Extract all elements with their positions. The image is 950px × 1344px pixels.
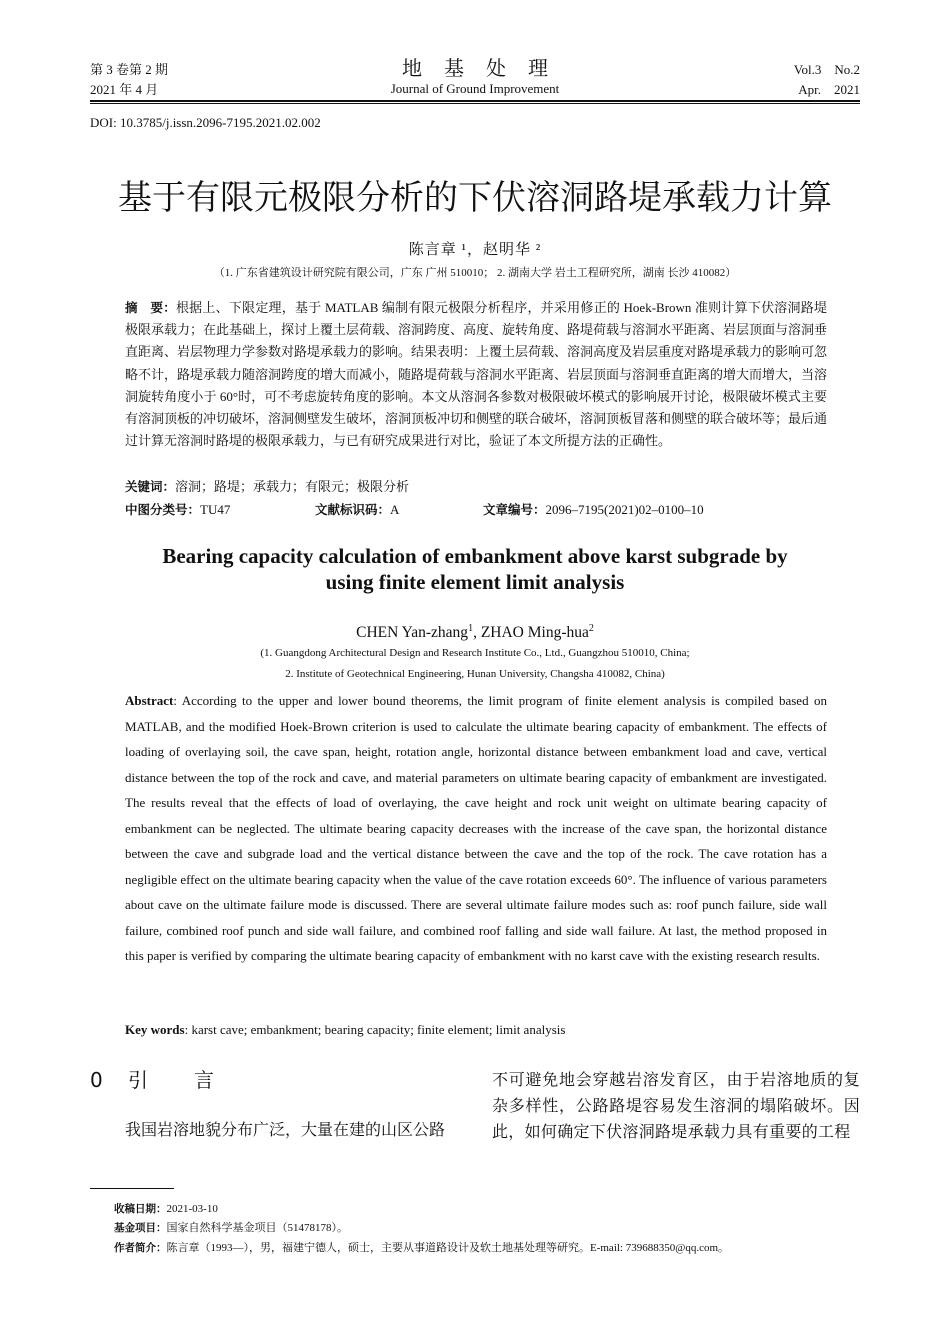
doc-label: 文献标识码： bbox=[315, 502, 391, 517]
authors-cn: 陈言章 ¹，赵明华 ² bbox=[408, 242, 542, 258]
keywords-cn-text: 溶洞；路堤；承载力；有限元；极限分析 bbox=[175, 479, 410, 494]
clc-code bbox=[125, 500, 230, 520]
affiliations-cn: （1. 广东省建筑设计研究院有限公司，广东 广州 510010； 2. 湖南大学 岩土工程研究所，湖南 长沙 410082） bbox=[213, 267, 737, 279]
keywords-cn-label: 关键词： bbox=[125, 479, 176, 494]
body-left-column: 我国岩溶地貌分布广泛，大量在建的山区公路 bbox=[125, 1122, 446, 1139]
author-2-sup: 2 bbox=[588, 623, 594, 634]
journal-title-en: Journal of Ground Improvement bbox=[390, 81, 560, 96]
keywords-en bbox=[125, 1020, 565, 1040]
affiliation-en-2: 2. Institute of Geotechnical Engineering, Hunan University, Changsha 410082, China) bbox=[285, 668, 665, 680]
received-label: 收稿日期： bbox=[114, 1203, 167, 1215]
abstract-cn-text: 根据上、下限定理，基于 MATLAB 编制有限元极限分析程序，并采用修正的 Hoek-Brown 准则计算下伏溶洞路堤极限承载力；在此基础上，探讨上覆土层荷载、溶洞跨度、高度、旋转角度、路堤荷载与溶洞水平距离、岩层顶面与溶洞垂直距离、岩层物理力学参数对路堤承载力的影响。结果表明：上覆土层荷载、溶洞高度及岩层重度对路堤承载力的影响可忽略不计，路堤承载力随溶洞跨度的增大而减小，随路堤荷载与溶洞水平距离、岩层顶面与溶洞垂直距离的增大而增大，当溶洞旋转角度小于 60°时，可不考虑旋转角度的影响。本文从溶洞各参数对极限破坏模式的影响展开讨论，极限破坏模式主要有溶洞顶板的冲切破坏，溶洞侧壁发生破坏，溶洞顶板冲切和侧壁的联合破坏，溶洞顶板冒落和侧壁的联合破坏等；最后通过计算无溶洞时路堤的极限承载力，与已有研究成果进行对比，验证了本文所提方法的正确性。 bbox=[125, 300, 828, 449]
abstract-en bbox=[125, 688, 827, 969]
abstract-cn bbox=[125, 297, 827, 452]
clc-value: TU47 bbox=[200, 502, 231, 517]
date-en: Apr. 2021 bbox=[798, 82, 860, 97]
keywords-en-label: Key words bbox=[125, 1022, 185, 1037]
footnote-rule bbox=[90, 1188, 174, 1189]
title-en-line2: using finite element limit analysis bbox=[325, 570, 625, 594]
author-2: ZHAO Ming-hua bbox=[480, 624, 589, 642]
footnote-fund bbox=[114, 1220, 348, 1236]
footnote-received bbox=[114, 1201, 218, 1217]
title-en-line1: Bearing capacity calculation of embankment above karst subgrade by bbox=[162, 544, 788, 568]
abstract-en-label: Abstract bbox=[125, 693, 174, 708]
article-number bbox=[483, 500, 704, 520]
section-title-2: 言 bbox=[194, 1068, 214, 1092]
section-number: 0 bbox=[90, 1068, 103, 1092]
keywords-cn bbox=[125, 477, 409, 497]
title-cn: 基于有限元极限分析的下伏溶洞路堤承载力计算 bbox=[118, 178, 832, 218]
article-value: 2096–7195(2021)02–0100–10 bbox=[545, 502, 704, 517]
clc-label: 中图分类号： bbox=[125, 502, 201, 517]
received-date: 2021-03-10 bbox=[166, 1203, 218, 1215]
author-1-sup: 1 bbox=[468, 623, 474, 634]
journal-title-cn: 地基处理 bbox=[402, 58, 570, 80]
doc-code bbox=[315, 500, 399, 520]
authors-en bbox=[0, 619, 950, 643]
affiliation-en-1: (1. Guangdong Architectural Design and Research Institute Co., Ltd., Guangzhou 510010, China; bbox=[260, 647, 690, 659]
volume-en: Vol.3 No.2 bbox=[793, 62, 860, 77]
keywords-en-text: : karst cave; embankment; bearing capacity; finite element; limit analysis bbox=[184, 1022, 566, 1037]
doi: DOI: 10.3785/j.issn.2096-7195.2021.02.002 bbox=[90, 115, 321, 130]
author-bio-text: 陈言章（1993—），男，福建宁德人，硕士，主要从事道路设计及软土地基处理等研究。E-mail: 739688350@qq.com。 bbox=[166, 1242, 730, 1254]
issue-cn: 第 3 卷第 2 期 bbox=[90, 62, 169, 77]
author-separator: , bbox=[473, 624, 481, 642]
article-label: 文章编号： bbox=[483, 502, 546, 517]
body-right-column: 不可避免地会穿越岩溶发育区，由于岩溶地质的复杂多样性，公路路堤容易发生溶洞的塌陷破坏。因此，如何确定下伏溶洞路堤承载力具有重要的工程 bbox=[492, 1072, 860, 1141]
date-cn: 2021 年 4 月 bbox=[90, 82, 159, 97]
author-1: CHEN Yan-zhang bbox=[356, 624, 469, 642]
fund-label: 基金项目： bbox=[114, 1222, 167, 1234]
header-rule-thin bbox=[90, 103, 860, 104]
fund-text: 国家自然科学基金项目（51478178）。 bbox=[166, 1222, 348, 1234]
section-title-1: 引 bbox=[128, 1068, 148, 1092]
abstract-cn-label: 摘 要： bbox=[125, 300, 176, 315]
author-bio-label: 作者简介： bbox=[114, 1242, 167, 1254]
header-rule bbox=[90, 100, 860, 102]
abstract-en-text: : According to the upper and lower bound theorems, the limit program of finite element analysis is compiled based on MATLAB, and the modified Hoek-Brown criterion is used to calculate the ultimate bearing capacity of embankment. The effects of loading of overlaying soil, the cave span, height, rotation angle, horizontal distance between embankment load and cave, vertical distance between the top of the rock and cave, and material parameters on ultimate bearing capacity of embankment are investigated. The results reveal that the effects of load of overlaying, the cave height and rock unit weight on ultimate bearing capacity of embankment can be neglected. The ultimate bearing capacity decreases with the increase of the cave span, the horizontal distance between the cave and subgrade load and the vertical distance between the cave and the top of the rock. The cave rotation has a negligible effect on the ultimate bearing capacity when the value of the cave rotation exceeds 60°. The influence of various parameters about cave on the ultimate failure mode is discussed. There are several ultimate failure modes such as: roof punch failure, side wall failure, combined roof punch and side wall failure, and combined roof falling and side wall failure. At last, the method proposed in this paper is verified by comparing the ultimate bearing capacity of embankment with no karst cave with the existing research results. bbox=[125, 693, 827, 963]
footnote-author bbox=[114, 1240, 729, 1256]
section-heading bbox=[90, 1067, 214, 1093]
title-en bbox=[0, 543, 950, 595]
doc-value: A bbox=[390, 502, 400, 517]
